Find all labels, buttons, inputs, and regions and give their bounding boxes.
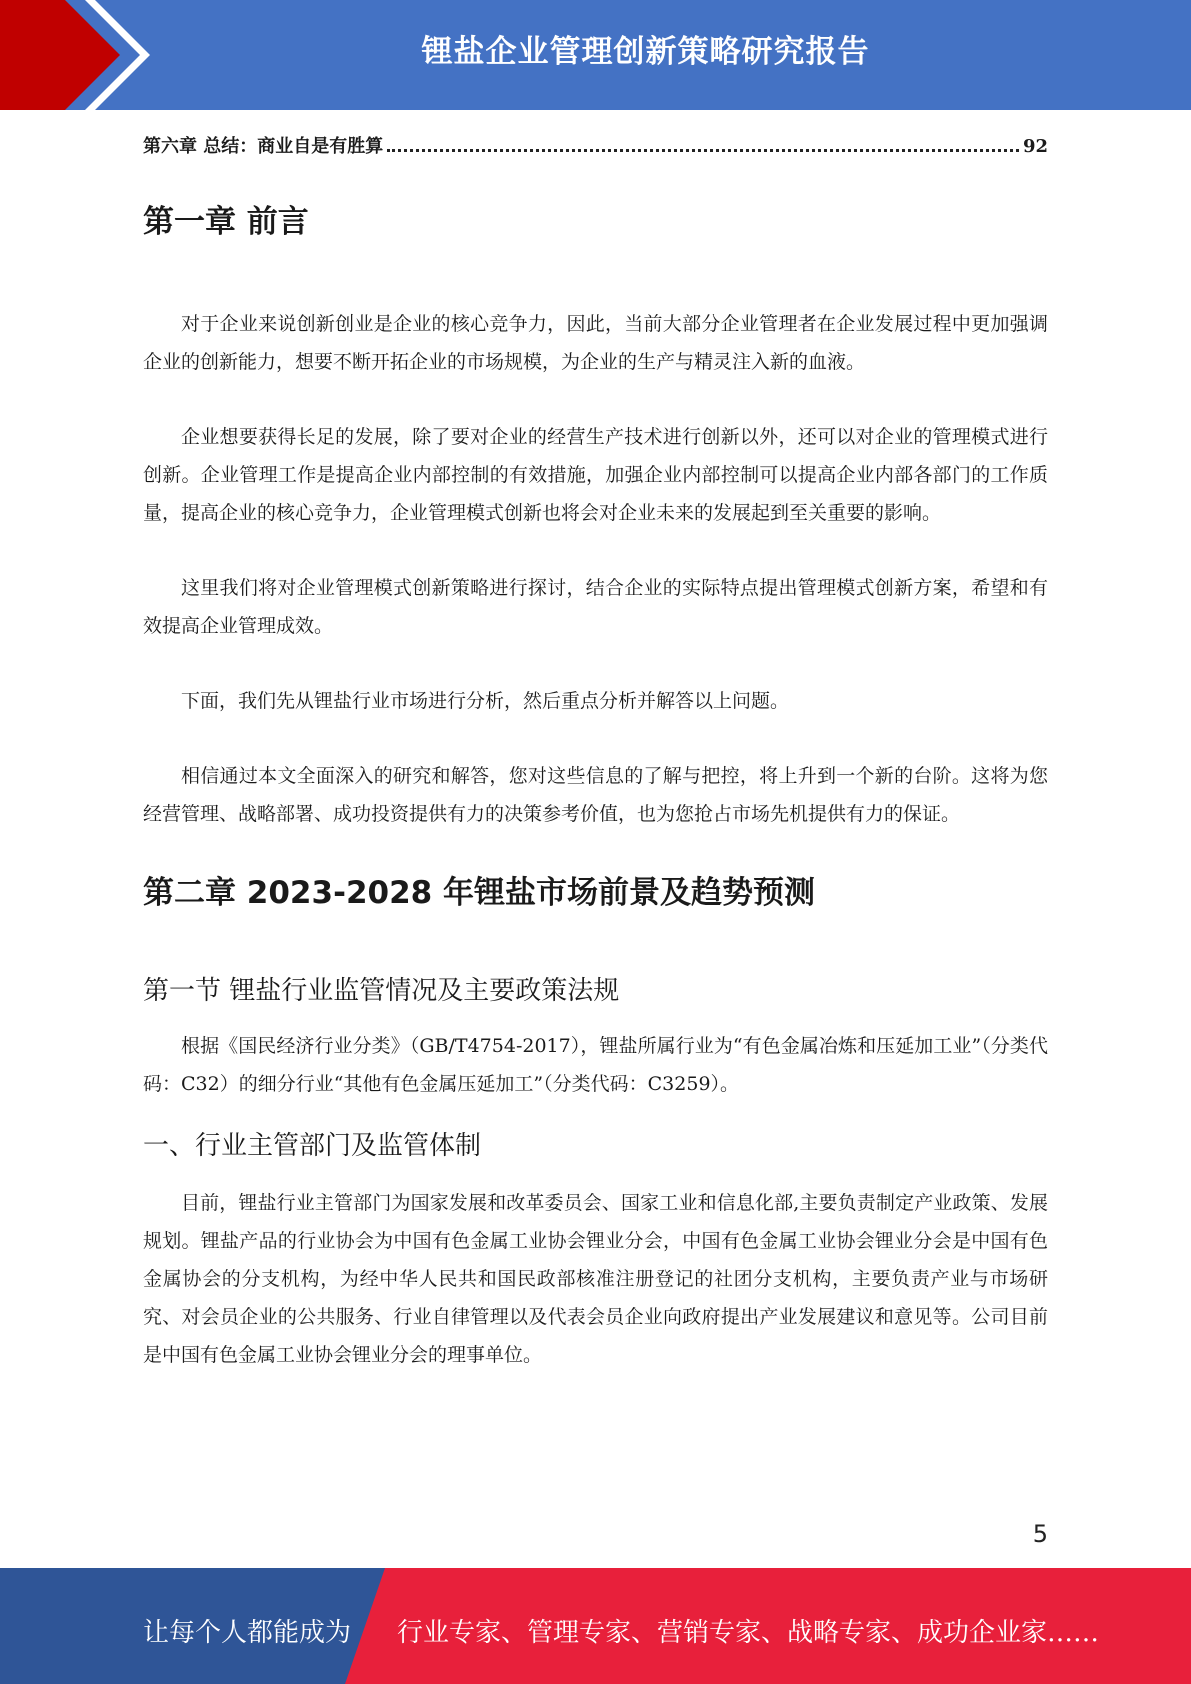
chapter-1-paragraph-2: 企业想要获得长足的发展，除了要对企业的经营生产技术进行创新以外，还可以对企业的管理模式进行创新。企业管理工作是提高企业内部控制的有效措施，加强企业内部控制可以提高企业内部各部门的工作质量，提高企业的核心竞争力，企业管理模式创新也将会对企业未来的发展起到至关重要的影响。: [143, 426, 1048, 525]
footer-slogan-right: 行业专家、管理专家、营销专家、战略专家、成功企业家……: [397, 1618, 1100, 1648]
chapter-2-title: 第二章 2023-2028 年锂盐市场前景及趋势预测: [143, 875, 816, 912]
subsection-1-title: 一、行业主管部门及监管体制: [143, 1131, 482, 1162]
chapter-1-title: 第一章 前言: [143, 204, 309, 240]
report-title: 锂盐企业管理创新策略研究报告: [421, 34, 870, 70]
section-1-paragraph: 根据《国民经济行业分类》（GB/T4754-2017），锂盐所属行业为“有色金属冶炼和压延加工业”（分类代码：C32）的细分行业“其他有色金属压延加工”（分类代码：C3259）。: [143, 1035, 1048, 1096]
page-footer: [0, 1568, 1191, 1684]
subsection-1-paragraph: 目前，锂盐行业主管部门为国家发展和改革委员会、国家工业和信息化部,主要负责制定产业政策、发展规划。锂盐产品的行业协会为中国有色金属工业协会锂业分会，中国有色金属工业协会锂业分会是中国有色金属协会的分支机构，为经中华人民共和国民政部核准注册登记的社团分支机构，主要负责产业与市场研究、对会员企业的公共服务、行业自律管理以及代表会员企业向政府提出产业发展建议和意见等。公司目前是中国有色金属工业协会锂业分会的理事单位。: [143, 1192, 1048, 1367]
page-number: 5: [1032, 1520, 1048, 1548]
section-1-title: 第一节 锂盐行业监管情况及主要政策法规: [143, 976, 620, 1007]
footer-slogan-left: 让每个人都能成为: [143, 1618, 352, 1648]
toc-entry[interactable]: [143, 132, 1048, 158]
chapter-1-paragraph-5: 相信通过本文全面深入的研究和解答，您对这些信息的了解与把控，将上升到一个新的台阶。这将为您经营管理、战略部署、成功投资提供有力的决策参考价值，也为您抢占市场先机提供有力的保证。: [143, 765, 1048, 826]
toc-entry-title: 第六章 总结：商业自是有胜算: [143, 136, 384, 157]
toc-entry-page: 92: [1022, 136, 1048, 157]
chapter-1-paragraph-1: 对于企业来说创新创业是企业的核心竞争力，因此，当前大部分企业管理者在企业发展过程中更加强调企业的创新能力，想要不断开拓企业的市场规模，为企业的生产与精灵注入新的血液。: [143, 313, 1048, 374]
chapter-1-paragraph-4: 下面，我们先从锂盐行业市场进行分析，然后重点分析并解答以上问题。: [181, 690, 790, 713]
page-content: [143, 120, 1048, 1374]
toc-leader-dots: [387, 149, 1019, 152]
chapter-1-paragraph-3: 这里我们将对企业管理模式创新策略进行探讨，结合企业的实际特点提出管理模式创新方案，希望和有效提高企业管理成效。: [143, 577, 1048, 638]
page-header: [0, 0, 1191, 110]
